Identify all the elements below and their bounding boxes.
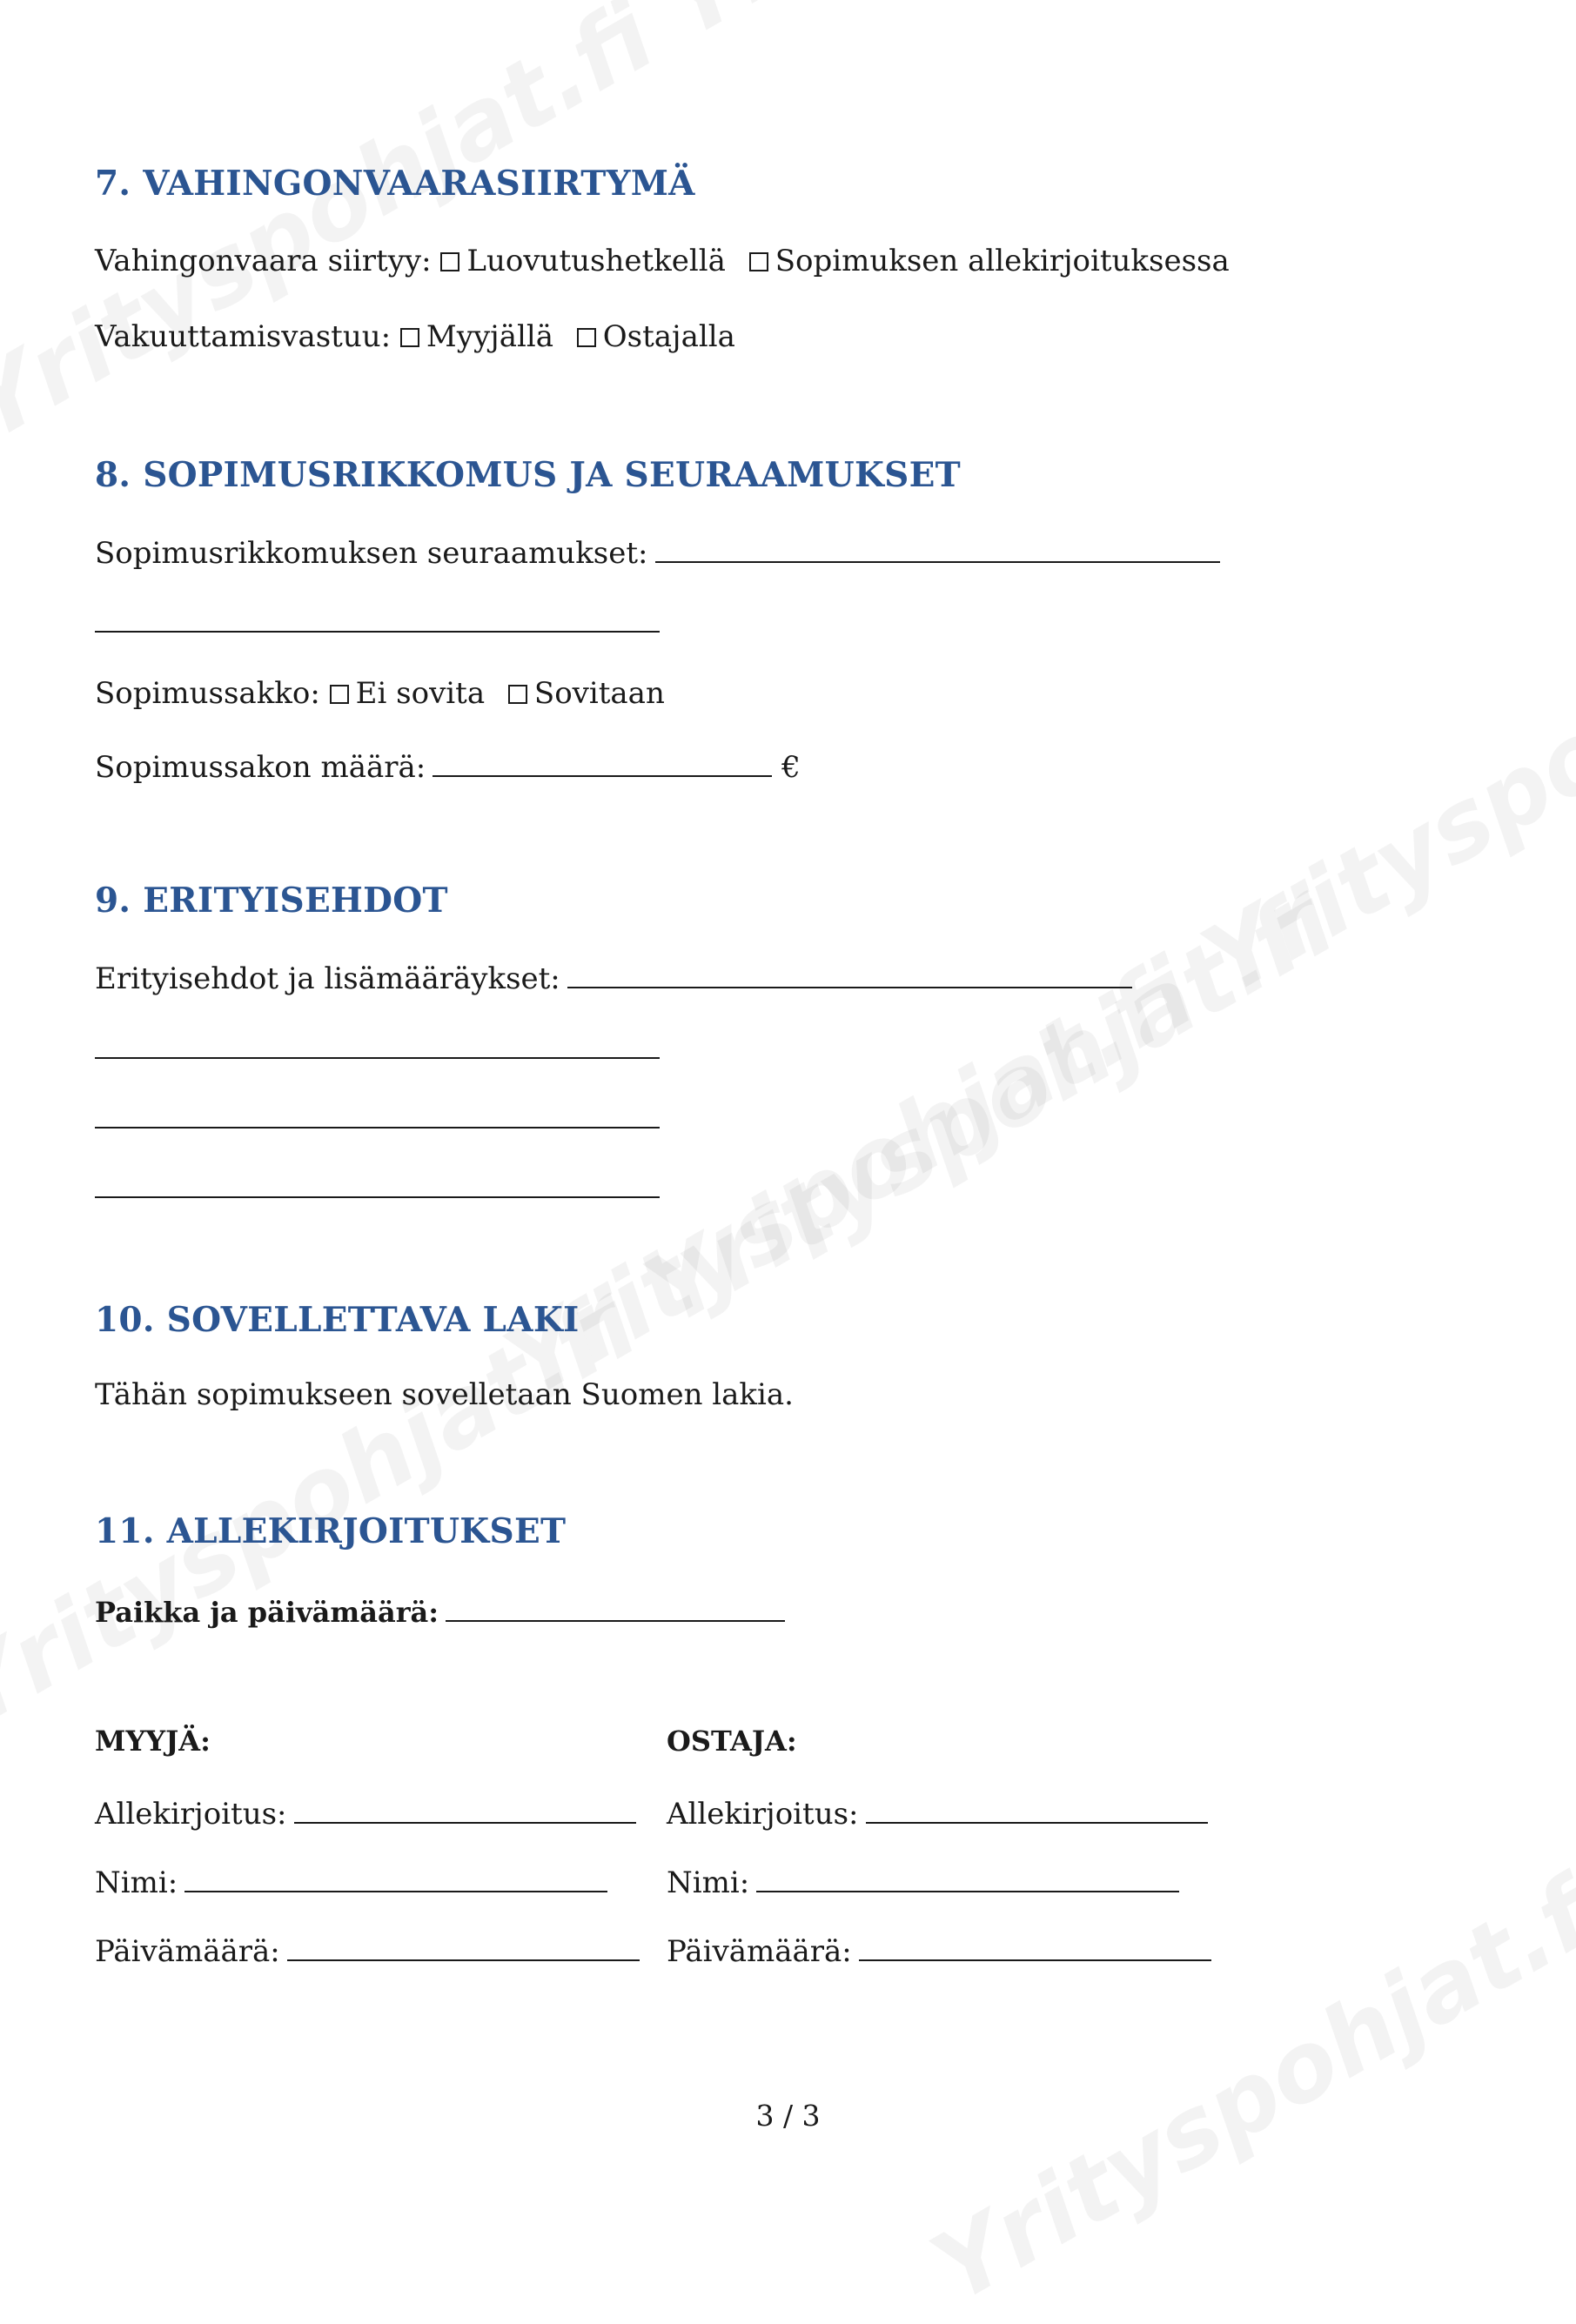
penalty-label: Sopimussakko: xyxy=(95,676,320,711)
buyer-signature-field[interactable] xyxy=(866,1796,1208,1824)
place-date-row xyxy=(95,1594,785,1629)
insurance-label: Vakuuttamisvastuu: xyxy=(95,319,392,354)
section-8-title: 8. SOPIMUSRIKKOMUS JA SEURAAMUKSET xyxy=(95,455,961,495)
section-11-title: 11. ALLEKIRJOITUKSET xyxy=(95,1511,567,1551)
insurance-row xyxy=(95,319,735,354)
option-seller: Myyjällä xyxy=(426,319,553,354)
special-terms-line2[interactable] xyxy=(95,1057,660,1059)
buyer-signature-label: Allekirjoitus: xyxy=(667,1797,859,1832)
penalty-amount-row xyxy=(95,749,801,785)
special-terms-field[interactable] xyxy=(567,961,1132,988)
checkbox-buyer[interactable] xyxy=(577,328,596,347)
risk-transfer-row xyxy=(95,246,1230,276)
option-buyer: Ostajalla xyxy=(602,319,735,354)
seller-date-field[interactable] xyxy=(287,1933,640,1961)
buyer-date-field[interactable] xyxy=(859,1933,1211,1961)
place-date-label: Paikka ja päivämäärä: xyxy=(95,1596,439,1629)
buyer-heading: OSTAJA: xyxy=(667,1725,797,1758)
checkbox-signing[interactable] xyxy=(749,252,768,271)
checkbox-handover[interactable] xyxy=(440,252,459,271)
checkbox-not-agreed[interactable] xyxy=(330,685,349,704)
seller-date-row xyxy=(95,1933,640,1969)
watermark xyxy=(0,0,1369,462)
penalty-amount-label: Sopimussakon määrä: xyxy=(95,750,426,785)
risk-transfer-label: Vahingonvaara siirtyy: xyxy=(95,244,432,278)
special-terms-line4[interactable] xyxy=(95,1196,660,1198)
seller-date-label: Päivämäärä: xyxy=(95,1934,280,1969)
seller-heading: MYYJÄ: xyxy=(95,1725,211,1758)
seller-signature-field[interactable] xyxy=(294,1796,636,1824)
special-terms-label: Erityisehdot ja lisämääräykset: xyxy=(95,961,560,996)
buyer-name-field[interactable] xyxy=(756,1865,1179,1892)
consequences-label: Sopimusrikkomuksen seuraamukset: xyxy=(95,536,648,571)
buyer-signature-row xyxy=(667,1796,1208,1832)
consequences-row xyxy=(95,535,1220,571)
seller-name-label: Nimi: xyxy=(95,1865,178,1900)
governing-law-text: Tähän sopimukseen sovelletaan Suomen lakia. xyxy=(95,1377,794,1412)
section-9-title: 9. ERITYISEHDOT xyxy=(95,881,448,921)
seller-signature-label: Allekirjoitus: xyxy=(95,1797,287,1832)
option-not-agreed: Ei sovita xyxy=(355,676,486,711)
option-handover: Luovutushetkellä xyxy=(466,244,726,278)
special-terms-line3[interactable] xyxy=(95,1127,660,1129)
buyer-name-row xyxy=(667,1865,1179,1898)
place-date-field[interactable] xyxy=(446,1594,785,1622)
currency-symbol: € xyxy=(781,750,801,785)
penalty-amount-field[interactable] xyxy=(433,749,772,777)
section-10-title: 10. SOVELLETTAVA LAKI xyxy=(95,1300,580,1340)
section-7-title: 7. VAHINGONVAARASIIRTYMÄ xyxy=(95,164,695,204)
seller-name-field[interactable] xyxy=(184,1865,607,1892)
penalty-row xyxy=(95,676,665,711)
buyer-date-row xyxy=(667,1933,1211,1969)
special-terms-row xyxy=(95,961,1132,994)
option-signing: Sopimuksen allekirjoituksessa xyxy=(775,244,1230,278)
option-agreed: Sovitaan xyxy=(533,676,665,711)
seller-name-row xyxy=(95,1865,607,1898)
seller-signature-row xyxy=(95,1796,636,1832)
checkbox-seller[interactable] xyxy=(400,328,419,347)
checkbox-agreed[interactable] xyxy=(508,685,527,704)
buyer-name-label: Nimi: xyxy=(667,1865,750,1900)
consequences-field-line2[interactable] xyxy=(95,631,660,633)
page-number: 3 / 3 xyxy=(755,2099,821,2133)
buyer-date-label: Päivämäärä: xyxy=(667,1934,852,1969)
consequences-field[interactable] xyxy=(655,535,1220,563)
